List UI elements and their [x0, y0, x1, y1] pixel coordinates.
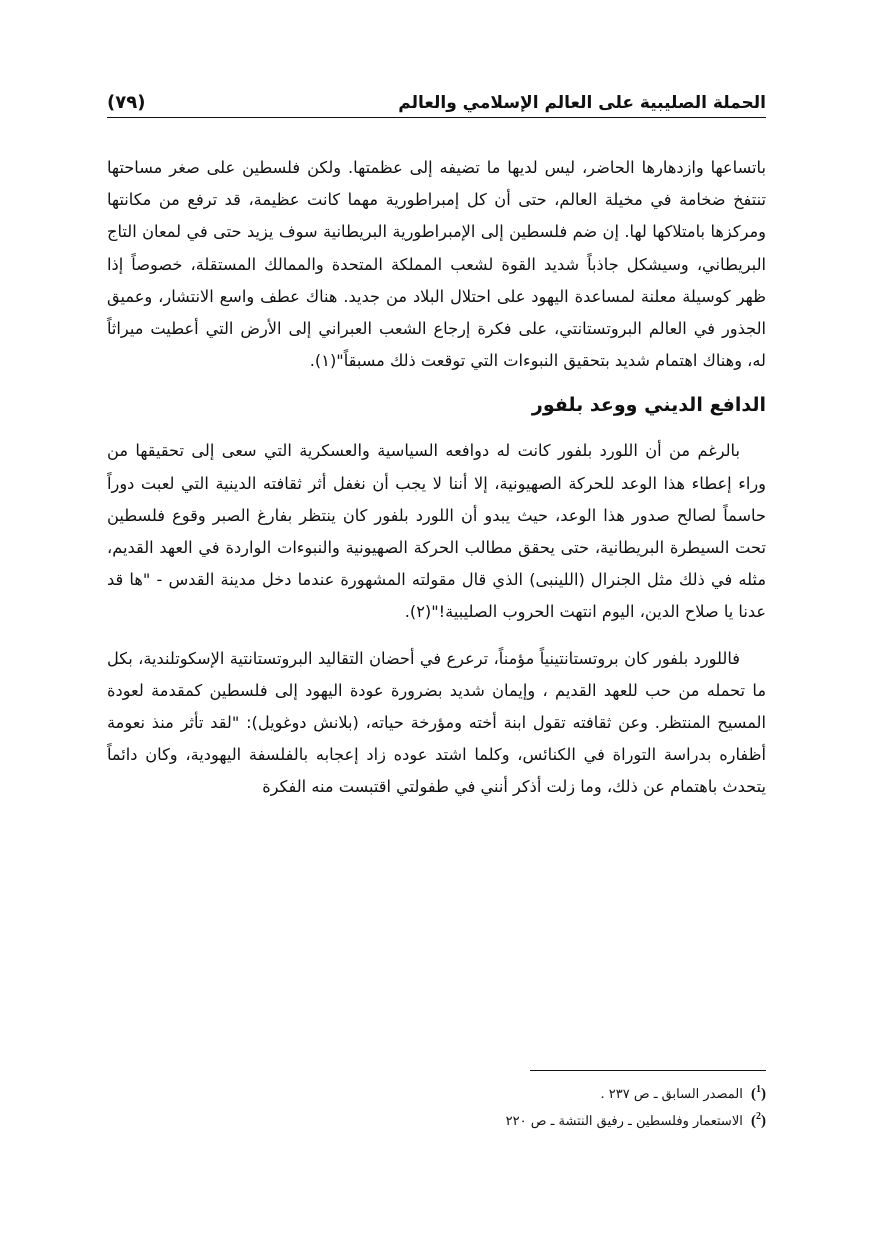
footnotes — [505, 1070, 766, 1133]
running-header — [107, 86, 766, 118]
paragraph: بالرغم من أن اللورد بلفور كانت له دوافعه السياسية والعسكرية التي سعى إلى تحقيقها من وراء إعطاء هذا الوعد للحركة الصهيونية، إلا أننا لا يجب أن نغفل أثر ثقافته الدينية التي لعبت دوراً حاسماً لصالح صدور هذا الوعد، حيث يبدو أن اللورد بلفور كان ينتظر بفارغ الصبر وقوع فلسطين تحت السيطرة البريطانية، حتى يحقق مطالب الحركة الصهيونية والنبوءات الواردة في العهد القديم، مثله في ذلك مثل الجنرال (اللينبى) الذي قال مقولته المشهورة عندما دخل مدينة القدس - "ها قد عدنا يا صلاح الدين، اليوم انتهت الحروب الصليبية!"(٢). — [107, 441, 766, 622]
paragraph-gap — [107, 629, 766, 643]
footnote — [505, 1106, 766, 1133]
paragraph: باتساعها وازدهارها الحاضر، ليس لديها ما تضيفه إلى عظمتها. ولكن فلسطين على صغر مساحتها تنتفخ ضخامة في مخيلة العالم، حتى أن كل إمبراطورية مهما كانت عظيمة، قد ترفع من مكانتها ومركزها بامتلاكها لها. إن ضم فلسطين إلى الإمبراطورية البريطانية سوف يزيد حتى في لمعان التاج البريطاني، وسيشكل جاذباً شديد القوة لشعب المملكة المتحدة والممالك المستقلة، خصوصاً إذا ظهر كوسيلة معلنة لمساعدة اليهود على احتلال البلاد من جديد. هناك عطف واسع الانتشار، وعميق الجذور في العالم البروتستانتي، على فكرة إرجاع الشعب العبراني إلى الأرض التي أعطيت ميراثاً له، وهناك اهتمام شديد بتحقيق النبوءات التي توقعت ذلك مسبقاً"(١). — [107, 158, 766, 371]
section-heading: الدافع الديني ووعد بلفور — [531, 394, 766, 417]
footnote-marker: ($^2$) — [751, 1111, 766, 1129]
footnote-text: المصدر السابق ـ ص ٢٣٧ . — [600, 1087, 743, 1102]
footnote-number: 1 — [756, 1084, 761, 1095]
paragraph: فاللورد بلفور كان بروتستانتينياً مؤمناً، ترعرع في أحضان التقاليد البروتستانتية الإسكوتلندية، بكل ما تحمله من حب للعهد القديم ، وإيمان شديد بضرورة عودة اليهود إلى فلسطين كمقدمة لعودة المسيح المنتظر. وعن ثقافته تقول ابنة أخته ومؤرخة حياته، (بلانش دوغويل): "لقد تأثر منذ نعومة أظفاره بدراسة التوراة في الكنائس، وكلما اشتد عوده زاد إعجابه بالفلسفة اليهودية، وكان دائماً يتحدث باهتمام عن ذلك، وما زلت أذكر أنني في طفولتي اقتبست منه الفكرة — [107, 648, 766, 797]
page-number: (٧٩) — [107, 92, 146, 113]
main-text — [107, 152, 766, 804]
footnote — [530, 1079, 766, 1106]
footnote-number: 2 — [756, 1111, 761, 1122]
footnote-text: الاستعمار وفلسطين ـ رفيق النتشة ـ ص ٢٢٠ — [505, 1114, 743, 1129]
footnote-marker: ($^1$) — [751, 1084, 766, 1102]
book-title: الحملة الصليبية على العالم الإسلامي والعالم — [398, 93, 766, 113]
book-page — [107, 0, 766, 1240]
